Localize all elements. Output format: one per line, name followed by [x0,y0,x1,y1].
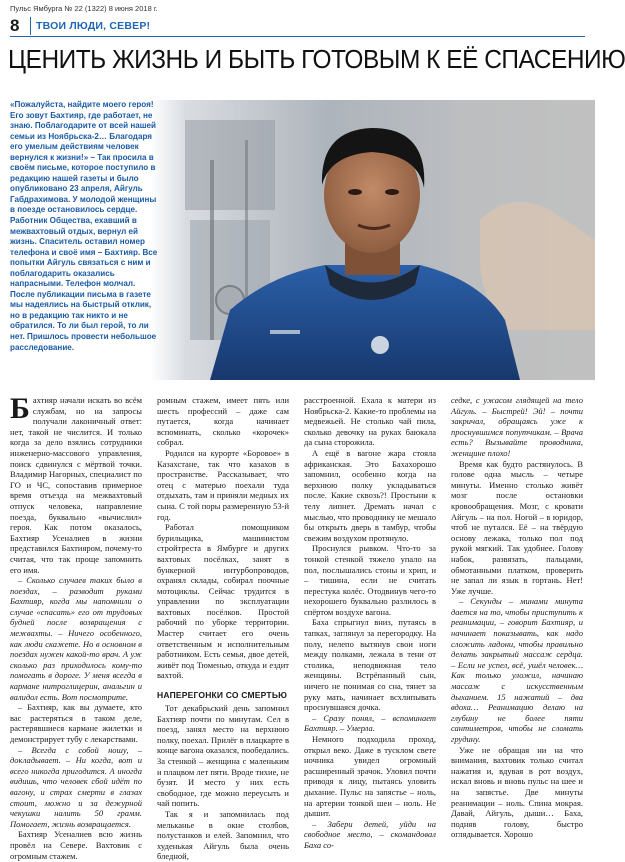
body-paragraph: Бахтияр Усеналиев всю жизнь провёл на Севере. Вахтовик с огромным стажем. [10,829,142,861]
body-paragraph: – Бахтияр, как вы думаете, кто вас растеряться в таком деле, растерявшиеся кармане жилетки и демонстрирует тубу с лекарствами. [10,702,142,744]
body-paragraph: расстроенной. Ехала к матери из Ноябрьска-2. Какие-то проблемы на медвежьей. Не столько чай пила, сколько девочку на руках баюкала да сына сторожила. [304,395,436,448]
body-paragraph: Так я и запомнилась под мельканье в окне столбов, полустанков и елей. Запомнил, что худенькая Айгуль была очень бледной, [157,808,289,862]
running-head: Пульс Ямбурга № 22 (1322) 8 июня 2018 г. [10,4,158,13]
body-paragraph: – Сколько случаев таких было в поездах, – разводит руками Бахтияр, когда мы напомнили о случае «спасать» его от трудовых будней после возвращения с межвахты. – Ничего особенного, как люди скажете. Но в основном в поездах нужен какой-то врач. А уж сколько раз приходилось кому-то помогать в дороге. У меня всегда в кармане нитроглицерин, анальгин и валидол есть. Вот посмотрите. [10,575,142,702]
body-paragraph: ромным стажем, имеет пять или шесть профессий – даже сам путается, когда начинает вспоминать, сколько «корочек» собрал. [157,395,289,448]
body-paragraph: – Всегда с собой ношу, – докладывает. – Ни когда, вот и всего никогда пригодится. А иногда видишь, что человек сбой идёт по вагону, и страх смерти в глазах стоит, можно и за дежурной чекушки налить 50 грамм. Помогает, жизнь возвращается. [10,744,142,829]
body-paragraph: Уже не обращая ни на что внимания, вахтовик только считал нажатия и, вдувая в рот воздух, искал вновь и вновь пульс на шее и на запястье. Две минуты реанимации – ноль. Спина мокрая. Давай, Айгуль, дыши… Баха, подняв голову, быстро оглядывается. Хорошо [451,744,583,840]
body-column-1 [10,392,142,861]
body-paragraph: Бахтияр начали искать во всём службам, но на запросы получали лаконичный ответ: нет, такой не числится. И только когда за дело взялись сотрудники инженерно-массового управления, поиск сдвинулся с мёртвой точки. Владимир Нагорных, специалист по ГО и ЧС, сопоставив примерное время отъезда на межвахтовый отпуск человека, направление поезда, буквально «вычислил» героя. Как потом оказалось, Бахтияр Усеналиев в жизни представился Бахтияром, почему-то считая, что так проще запомнить его имя. [10,392,142,575]
body-paragraph: седке, с ужасом глядящей на тело Айгуль. – Быстрей! Эй! – почти закричал, обращаясь уже к проснувшимся попутчикам. – Врача есть? Вызывайте проводника, женщине плохо! [451,395,583,458]
body-column-3 [304,395,436,850]
article-body [10,392,585,862]
page-number: 8 [10,16,20,35]
body-paragraph: Тот декабрьский день запомнил Бахтияр почти по минутам. Сел в поезд, занял место на верхнюю полку, поехал. Прилёг в плацкарте в конце вагона оказался, пообедались. За стенкой – женщина с маленьким и плацвом лет пяти. Вроде тихие, не бузят. И место у них есть свободное, где можно переусыть и чай попить. [157,703,289,809]
body-paragraph: Проснулся рывком. Что-то за тонкой стенкой тяжело упало на пол, послышались стоны и хрип, и – тишина, если не считать перестука колёс. Отодвинув чего-то нехорошего буквально разлилось в спёртом воздухе вагона. [304,543,436,617]
header-divider [30,17,31,35]
body-paragraph: – Забери детей, уйди на свободное место, – скомандовал Баха со- [304,818,436,850]
lead-paragraph: Работник Общества, ехавший в межвахтовый отдых, вернул ей жизнь. Спаситель оставил номер телефона и своё имя – Бахтияр. Все попытки Айгуль связаться с ним и поблагодарить оказались напрасными. Телефон молчал. После публикации письма в газете мы надеялись на быстрый отклик, но в редакцию так никто и не обратился. То ли был герой, то ли нет. Пришлось провести небольшое расследование. [10,216,158,352]
subheading: НАПЕРЕГОНКИ СО СМЕРТЬЮ [157,690,288,701]
body-column-4 [451,395,583,840]
body-paragraph: Время как будто растянулось. В голове одна мысль – четыре минуты. Именно столько живёт мозг после остановки кровообращения. Мозг, с кровати Айгуль – на пол. Ногой – в юридор, чтоб не путался. Её – на твёрдую основу лежака, только пол под рукой мягкий. Так удобнее. Голову набок, развязать, пальцами, обмотанными платком, проверить не запал ли язык в гортань. Нет! Уже лучше. [451,458,583,596]
body-paragraph: Родился на курорте «Боровое» в Казахстане, так что казахов в пространстве. Рассказывает, что отец с матерью поехали туда отдыхать, там и приняли медных их сына. С той поры размеренную 53-й год. [157,447,289,522]
article-photo [150,100,595,380]
lead-paragraph: «Пожалуйста, найдите моего героя! Его зовут Бахтияр, где работает, не знаю. Поблагодарите от всей нашей семьи из Ноябрьска-2… Благодаря его умелым действиям человек вернулся к жизни!» – Так просила в своём письме, которое поступило в редакцию нашей газеты и было опубликовано 23 апреля, Айгуль Габдрахимова. У молодой женщины в поезде остановилось сердце. [10,100,157,215]
drop-cap: Б [10,392,30,425]
header-rule [10,36,585,37]
body-paragraph: А ещё в вагоне жара стояла африканская. Это Бахахорошо запомнил, особенно когда на верхнюю полку укладываться после. Какие сквозь?! Простыни к телу липнет. Дремать начал с мыслью, что проводнику не мешало бы открыть дверь в тамбур, чтобы свежим воздухом протянуло. [304,447,436,543]
body-paragraph: Немного подходила проход, открыл веко. Даже в тусклом свете ночника увидел огромный расширенный зрачок. Уловил почти приводя к лицу, пытаясь уловить дыхание. Пульс на запястье – ноль, на артерии тонкой шеи – ноль. Не дышит. [304,734,436,819]
body-column-2 [157,395,289,862]
section-label: ТВОИ ЛЮДИ, СЕВЕР! [36,20,151,32]
article-lead [10,100,158,353]
body-paragraph: – Сразу понял, – вспоминает Бахтияр. – Умерла. [304,712,436,734]
body-paragraph: Работал помощником бурильщика, машинистом стройтреста в Ямбурге и других вахтовых посёлках, занят в бункерной интурбопроводов, охранял склады, собирал поочные мотоциклы. Сейчас трудится в управлении по эксплуатации вахтовых посёлков. Простой рабочий по уборке территории. Мастер считает его очень ответственным и исполнительным работником. Есть семья, двое детей, живёт под Тюменью, откуда и ездит вахтой. [157,522,289,681]
body-paragraph: – Секунды – минами минута дается на то, чтобы приступить к реанимации, – говорит Бахтияр, и начинает показывать, как надо сложить ладони, чтобы правильно делать закрытый массаж сердца. – Если не успел, всё, ушёл человек… Как только уложил, начинаю массаж с искусственным дыханием. 15 нажатий – два вдоха… Реанимацию делаю на глубину не более пяти сантиметров, чтобы не сломать грудину. [451,596,583,744]
body-paragraph: Баха спрыгнул вниз, путаясь в тапках, заглянул за перегородку. На полу, нелепо вытянув свои ноги между полками, лежала в тени от столика, неподвижная тело женщины. Встрёпанный сын, ничего не понимая со сна, тянет за руку мать, начинает всхлипывать проснувшаяся дочка. [304,617,436,713]
article-headline: ЦЕНИТЬ ЖИЗНЬ И БЫТЬ ГОТОВЫМ К ЕЁ СПАСЕНИЮ [8,44,625,74]
